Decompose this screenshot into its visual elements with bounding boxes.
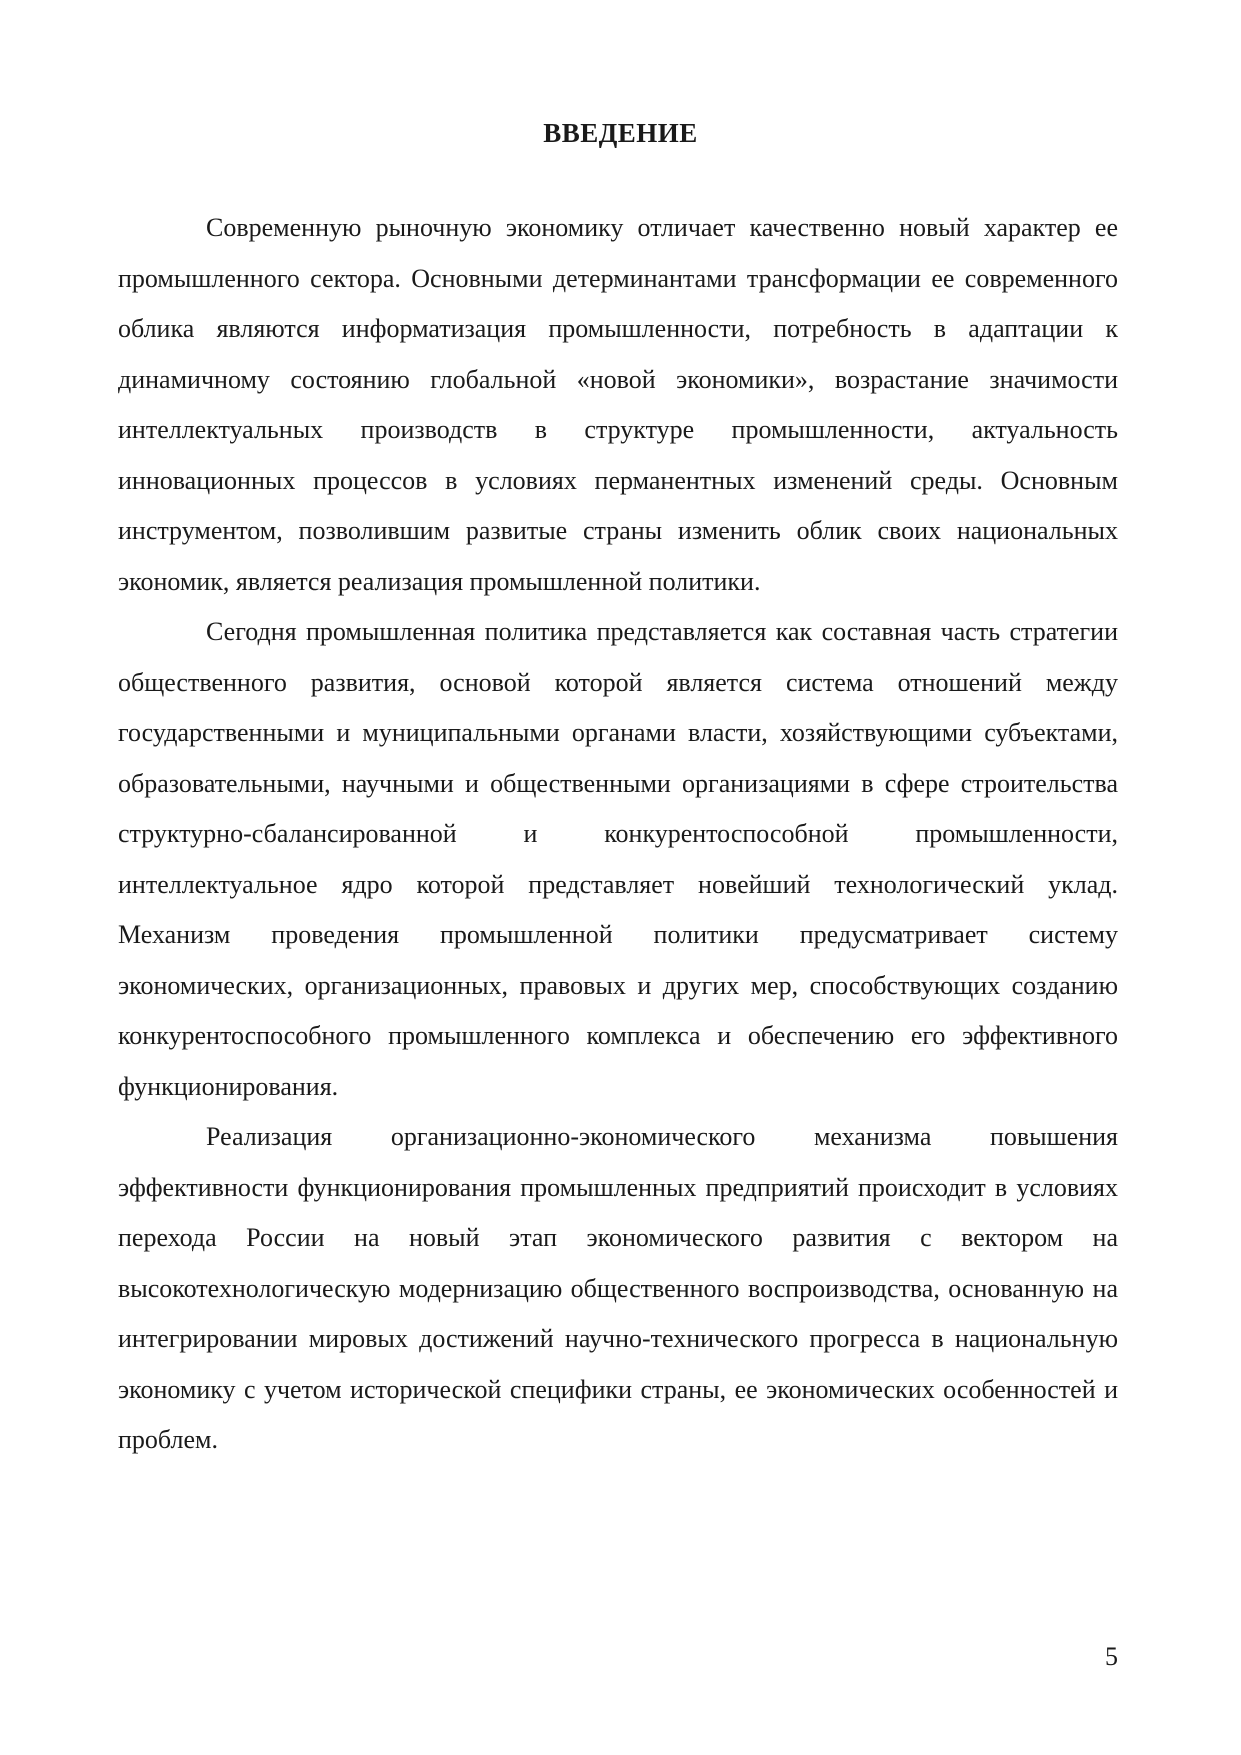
page-number: 5 — [1105, 1642, 1118, 1671]
paragraph-3: Реализация организационно-экономического механизма повышения эффективности функционирования промышленных предприятий происходит в условиях перехода России на новый этап экономического развития с вектором на высокотехнологическую модернизацию общественного воспроизводства, основанную на интегрировании мировых достижений научно-технического прогресса в национальную экономику с учетом исторической специфики страны, ее экономических особенностей и проблем. — [118, 1122, 1118, 1454]
page-title: ВВЕДЕНИЕ — [543, 118, 698, 148]
body-text — [118, 203, 1118, 1466]
paragraph-1: Современную рыночную экономику отличает качественно новый характер ее промышленного сектора. Основными детерминантами трансформации ее современного облика являются информатизация промышленности, потребность в адаптации к динамичному состоянию глобальной «новой экономики», возрастание значимости интеллектуальных производств в структуре промышленности, актуальность инновационных процессов в условиях перманентных изменений среды. Основным инструментом, позволившим развитые страны изменить облик своих национальных экономик, является реализация промышленной политики. — [118, 213, 1118, 596]
paragraph-2: Сегодня промышленная политика представляется как составная часть стратегии общественного развития, основой которой является система отношений между государственными и муниципальными органами власти, хозяйствующими субъектами, образовательными, научными и общественными организациями в сфере строительства структурно-сбалансированной и конкурентоспособной промышленности, интеллектуальное ядро которой представляет новейший технологический уклад. Механизм проведения промышленной политики предусматривает систему экономических, организационных, правовых и других мер, способствующих созданию конкурентоспособного промышленного комплекса и обеспечению его эффективного функционирования. — [118, 617, 1118, 1101]
